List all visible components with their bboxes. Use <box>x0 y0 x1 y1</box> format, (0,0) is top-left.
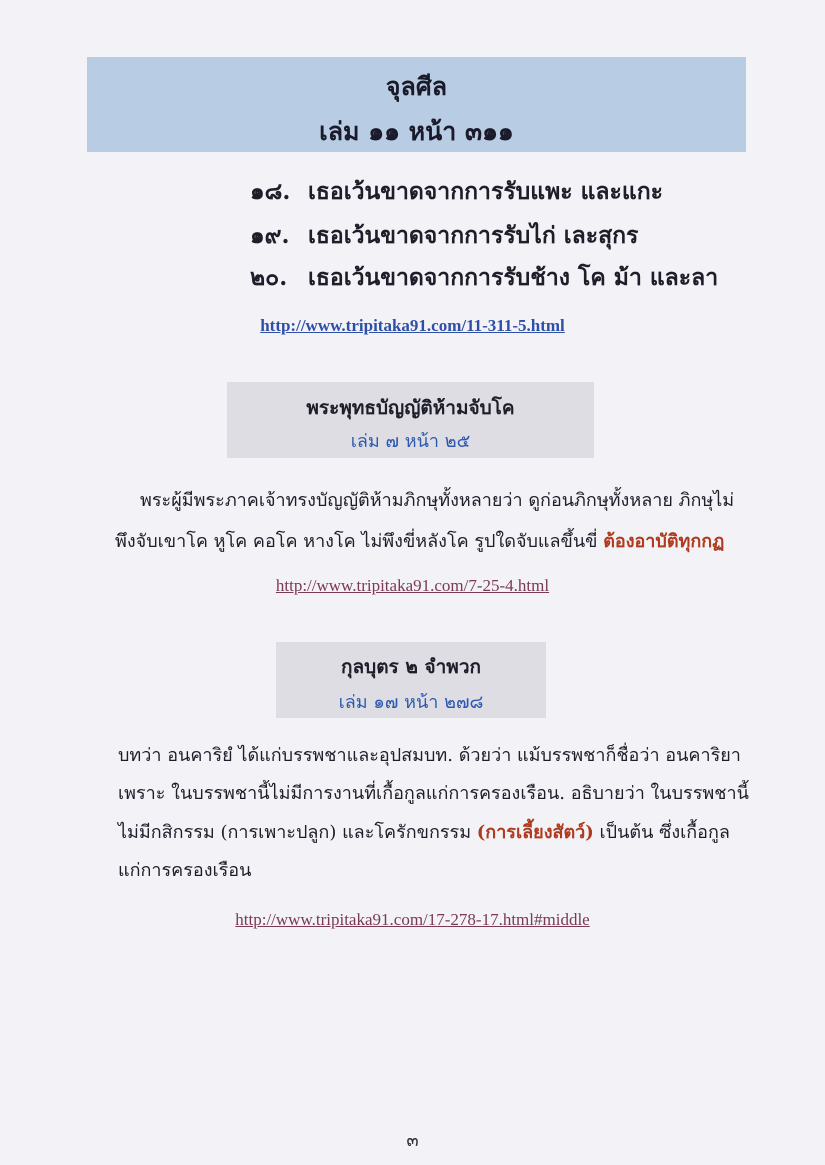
source-link-1[interactable]: http://www.tripitaka91.com/11-311-5.html <box>260 316 565 335</box>
highlight-text: (การเลี้ยงสัตว์) <box>476 822 594 843</box>
list-item <box>250 174 663 210</box>
paragraph-text: พึงจับเขาโค หูโค คอโค หางโค ไม่พึงขี่หลังโค รูปใดจับแลขึ้นขี่ <box>115 531 604 552</box>
section2-subtitle: เล่ม ๗ หน้า ๒๕ <box>350 431 471 452</box>
paragraph-text: เป็นต้น ซึ่งเกื้อกูล <box>593 822 730 843</box>
highlight-text: ต้องอาบัติทุกกฏ <box>603 531 725 552</box>
section3-banner <box>276 642 546 718</box>
section2-banner <box>227 382 594 458</box>
section3-subtitle: เล่ม ๑๗ หน้า ๒๗๘ <box>338 692 484 713</box>
section3-paragraph-line: บทว่า อนคาริยํ ได้แก่บรรพชาและอุปสมบท. ด้วยว่า แม้บรรพชาก็ชื่อว่า อนคาริยา <box>118 745 741 766</box>
item-number: ๑๙. <box>250 222 290 249</box>
header-title: จุลศีล <box>385 72 448 101</box>
source-link-2[interactable]: http://www.tripitaka91.com/7-25-4.html <box>275 576 550 595</box>
item-text: เธอเว้นขาดจากการรับช้าง โค ม้า และลา <box>308 264 719 291</box>
section3-paragraph-line: แก่การครองเรือน <box>118 860 252 881</box>
paragraph-text: ไม่มีกสิกรรม (การเพาะปลูก) และโครักขกรรม <box>118 822 477 843</box>
item-text: เธอเว้นขาดจากการรับแพะ และแกะ <box>308 178 663 205</box>
section3-paragraph-line: เพราะ ในบรรพชานี้ไม่มีการงานที่เกื้อกูลแก่การครองเรือน. อธิบายว่า ในบรรพชานี้ <box>118 783 749 804</box>
section3-title: กุลบุตร ๒ จำพวก <box>340 656 481 678</box>
source-link-3[interactable]: http://www.tripitaka91.com/17-278-17.html#middle <box>235 910 590 929</box>
page-number: ๓ <box>406 1130 419 1151</box>
section2-paragraph-line <box>115 526 724 555</box>
section2-paragraph-line: พระผู้มีพระภาคเจ้าทรงบัญญัติห้ามภิกษุทั้งหลายว่า ดูก่อนภิกษุทั้งหลาย ภิกษุไม่ <box>140 490 735 511</box>
list-item <box>250 218 638 254</box>
section3-paragraph-line <box>118 817 730 846</box>
header-banner <box>87 57 746 152</box>
list-item <box>250 260 718 296</box>
section2-title: พระพุทธบัญญัติห้ามจับโค <box>306 397 515 419</box>
header-subtitle: เล่ม ๑๑ หน้า ๓๑๑ <box>319 117 514 146</box>
item-number: ๑๘. <box>250 178 291 205</box>
item-number: ๒๐. <box>250 264 288 291</box>
item-text: เธอเว้นขาดจากการรับไก่ เละสุกร <box>308 222 639 249</box>
